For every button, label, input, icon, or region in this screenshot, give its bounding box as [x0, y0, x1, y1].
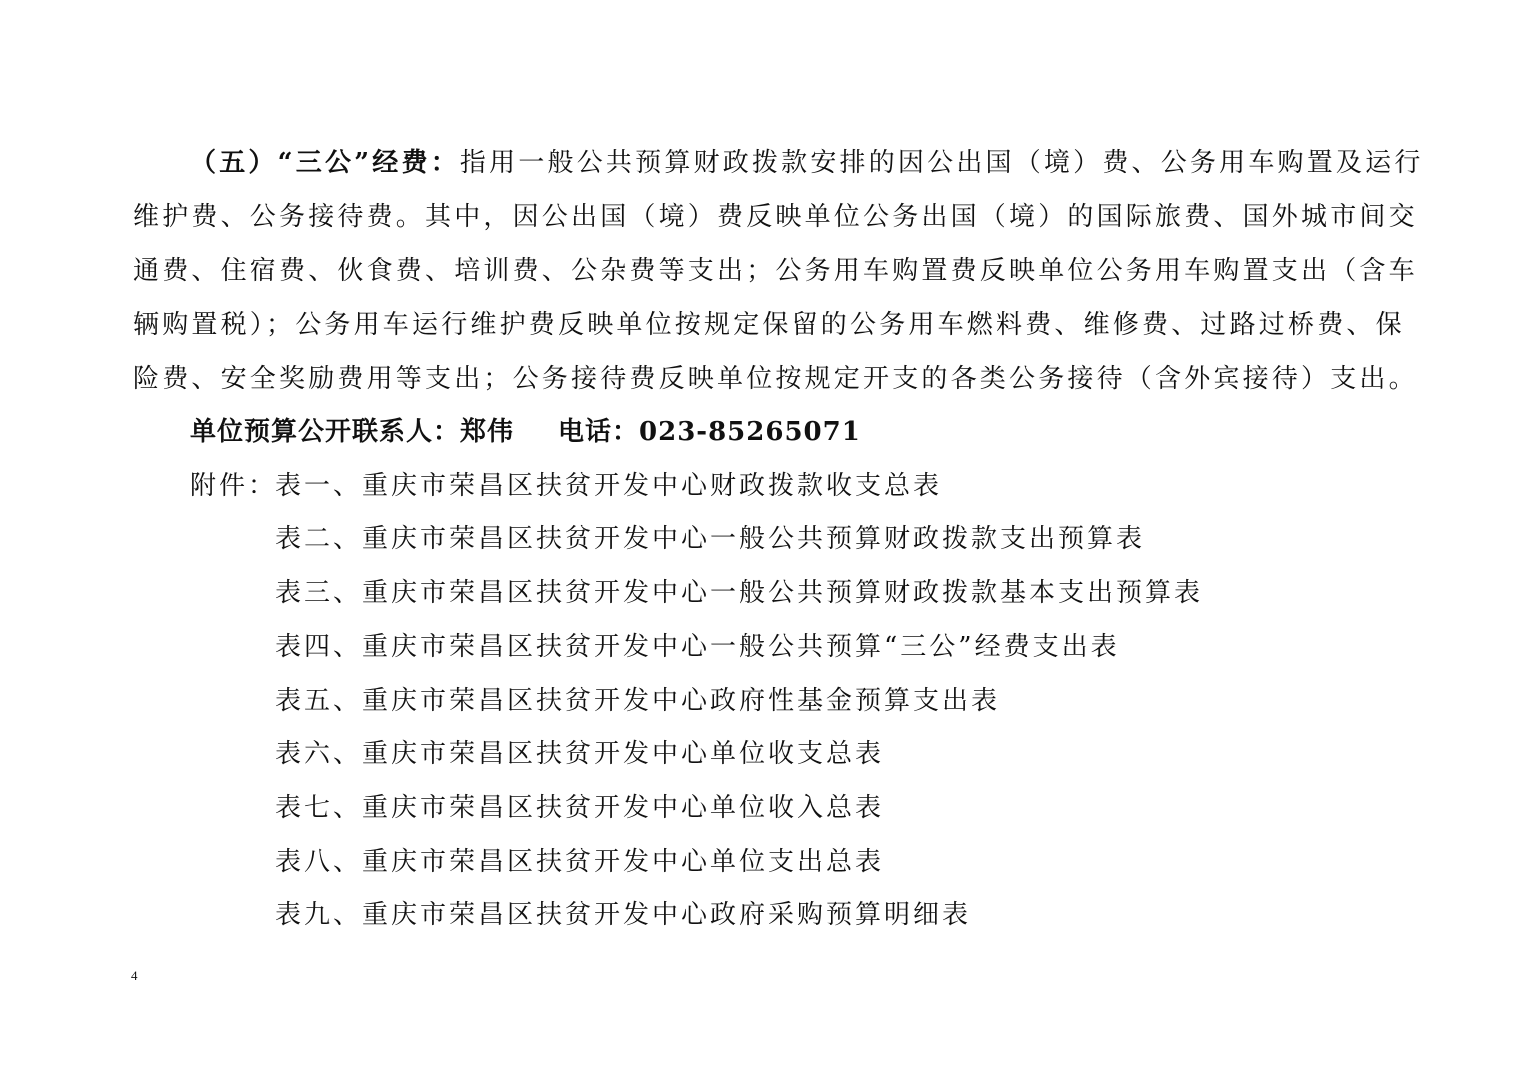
contact-line — [190, 405, 861, 459]
attachment-item: 表二、重庆市荣昌区扶贫开发中心一般公共预算财政拨款支出预算表 — [275, 524, 1146, 554]
attachment-item: 表五、重庆市荣昌区扶贫开发中心政府性基金预算支出表 — [275, 686, 1001, 716]
attachments-label: 附件： — [190, 471, 278, 501]
paragraph-line-1-text: 指用一般公共预算财政拨款安排的因公出国（境）费、公务用车购置及运行 — [459, 148, 1424, 178]
attachment-item: 表七、重庆市荣昌区扶贫开发中心单位收入总表 — [275, 793, 885, 823]
paragraph-line-1 — [190, 136, 1424, 190]
attachment-item: 表三、重庆市荣昌区扶贫开发中心一般公共预算财政拨款基本支出预算表 — [275, 578, 1204, 608]
contact-phone: 电话：023-85265071 — [558, 417, 861, 447]
paragraph-line-5: 险费、安全奖励费用等支出；公务接待费反映单位按规定开支的各类公务接待（含外宾接待）支出。 — [133, 364, 1418, 394]
attachment-item: 表六、重庆市荣昌区扶贫开发中心单位收支总表 — [275, 739, 885, 769]
attachment-item: 表九、重庆市荣昌区扶贫开发中心政府采购预算明细表 — [275, 900, 972, 930]
paragraph-line-4: 辆购置税）；公务用车运行维护费反映单位按规定保留的公务用车燃料费、维修费、过路过桥费、保 — [133, 310, 1405, 340]
contact-person: 单位预算公开联系人：郑伟 — [190, 417, 515, 447]
paragraph-lead: （五）“三公”经费： — [190, 148, 460, 178]
attachment-item: 表一、重庆市荣昌区扶贫开发中心财政拨款收支总表 — [275, 471, 943, 501]
attachment-item: 表四、重庆市荣昌区扶贫开发中心一般公共预算“三公”经费支出表 — [275, 632, 1120, 662]
paragraph-line-2: 维护费、公务接待费。其中，因公出国（境）费反映单位公务出国（境）的国际旅费、国外城市间交 — [133, 202, 1418, 232]
paragraph-line-3: 通费、住宿费、伙食费、培训费、公杂费等支出；公务用车购置费反映单位公务用车购置支出（含车 — [133, 256, 1418, 286]
page-number: 4 — [131, 968, 138, 983]
attachment-item: 表八、重庆市荣昌区扶贫开发中心单位支出总表 — [275, 847, 885, 877]
